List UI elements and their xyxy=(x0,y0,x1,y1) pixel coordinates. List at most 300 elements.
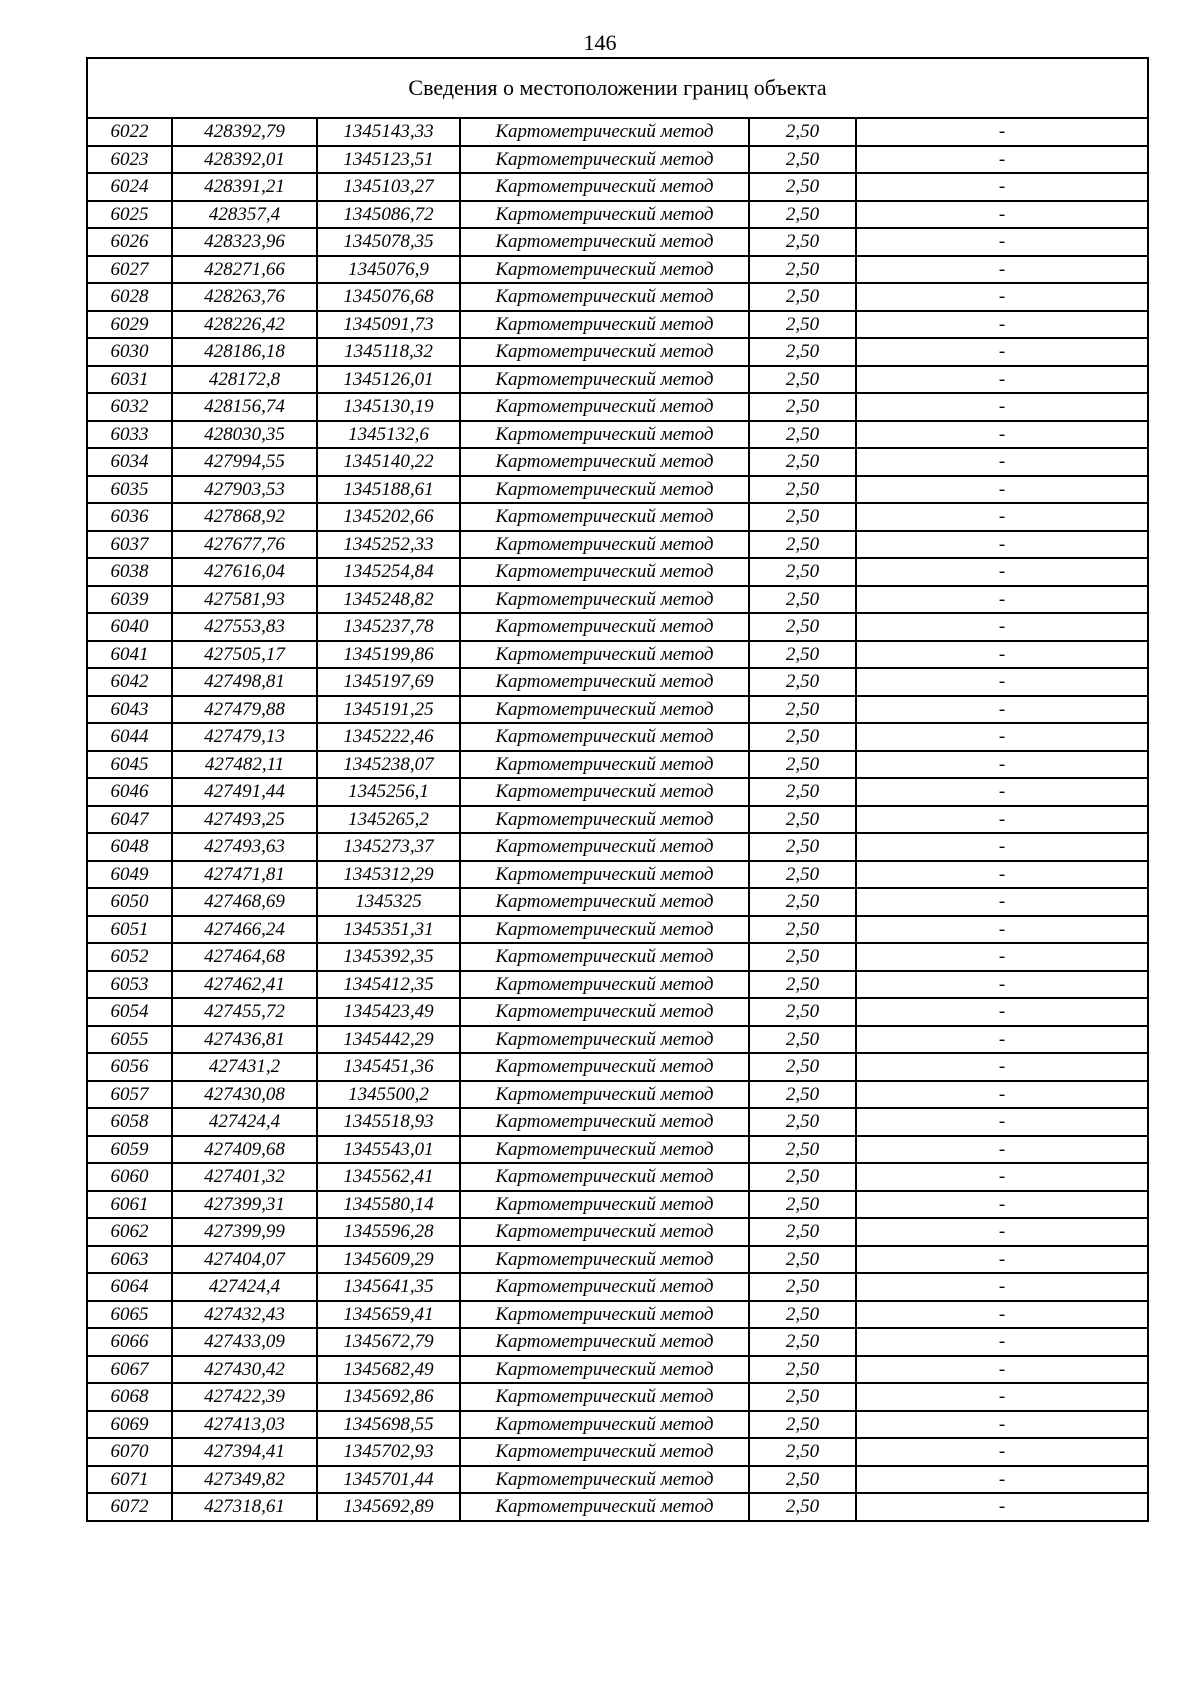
y-coordinate-cell: 1345130,19 xyxy=(317,393,460,421)
accuracy-cell: 2,50 xyxy=(749,1411,856,1439)
y-coordinate-cell: 1345202,66 xyxy=(317,503,460,531)
y-coordinate-cell: 1345701,44 xyxy=(317,1466,460,1494)
table-row xyxy=(87,1136,1148,1164)
x-coordinate-cell: 427498,81 xyxy=(172,668,317,696)
point-number-cell: 6047 xyxy=(87,806,172,834)
x-coordinate-cell: 428172,8 xyxy=(172,366,317,394)
point-number-cell: 6031 xyxy=(87,366,172,394)
y-coordinate-cell: 1345442,29 xyxy=(317,1026,460,1054)
y-coordinate-cell: 1345237,78 xyxy=(317,613,460,641)
table-row xyxy=(87,751,1148,779)
accuracy-cell: 2,50 xyxy=(749,118,856,146)
point-number-cell: 6068 xyxy=(87,1383,172,1411)
accuracy-cell: 2,50 xyxy=(749,1053,856,1081)
description-cell: - xyxy=(856,1383,1148,1411)
point-number-cell: 6064 xyxy=(87,1273,172,1301)
description-cell: - xyxy=(856,448,1148,476)
description-cell: - xyxy=(856,806,1148,834)
method-cell: Картометрический метод xyxy=(460,1026,749,1054)
method-cell: Картометрический метод xyxy=(460,1218,749,1246)
x-coordinate-cell: 427413,03 xyxy=(172,1411,317,1439)
x-coordinate-cell: 427553,83 xyxy=(172,613,317,641)
method-cell: Картометрический метод xyxy=(460,283,749,311)
y-coordinate-cell: 1345222,46 xyxy=(317,723,460,751)
x-coordinate-cell: 428263,76 xyxy=(172,283,317,311)
point-number-cell: 6065 xyxy=(87,1301,172,1329)
method-cell: Картометрический метод xyxy=(460,1163,749,1191)
point-number-cell: 6060 xyxy=(87,1163,172,1191)
method-cell: Картометрический метод xyxy=(460,833,749,861)
method-cell: Картометрический метод xyxy=(460,1466,749,1494)
method-cell: Картометрический метод xyxy=(460,201,749,229)
table-row xyxy=(87,778,1148,806)
y-coordinate-cell: 1345543,01 xyxy=(317,1136,460,1164)
description-cell: - xyxy=(856,146,1148,174)
y-coordinate-cell: 1345143,33 xyxy=(317,118,460,146)
y-coordinate-cell: 1345140,22 xyxy=(317,448,460,476)
accuracy-cell: 2,50 xyxy=(749,916,856,944)
method-cell: Картометрический метод xyxy=(460,916,749,944)
accuracy-cell: 2,50 xyxy=(749,311,856,339)
point-number-cell: 6072 xyxy=(87,1493,172,1521)
method-cell: Картометрический метод xyxy=(460,971,749,999)
point-number-cell: 6054 xyxy=(87,998,172,1026)
point-number-cell: 6057 xyxy=(87,1081,172,1109)
accuracy-cell: 2,50 xyxy=(749,1383,856,1411)
accuracy-cell: 2,50 xyxy=(749,1438,856,1466)
x-coordinate-cell: 427430,42 xyxy=(172,1356,317,1384)
description-cell: - xyxy=(856,1191,1148,1219)
x-coordinate-cell: 427616,04 xyxy=(172,558,317,586)
table-row xyxy=(87,1026,1148,1054)
accuracy-cell: 2,50 xyxy=(749,833,856,861)
accuracy-cell: 2,50 xyxy=(749,338,856,366)
description-cell: - xyxy=(856,696,1148,724)
description-cell: - xyxy=(856,173,1148,201)
x-coordinate-cell: 427318,61 xyxy=(172,1493,317,1521)
accuracy-cell: 2,50 xyxy=(749,393,856,421)
accuracy-cell: 2,50 xyxy=(749,283,856,311)
point-number-cell: 6066 xyxy=(87,1328,172,1356)
boundary-coordinates-table xyxy=(86,57,1149,1522)
table-row xyxy=(87,1163,1148,1191)
accuracy-cell: 2,50 xyxy=(749,806,856,834)
point-number-cell: 6069 xyxy=(87,1411,172,1439)
table-row xyxy=(87,1383,1148,1411)
point-number-cell: 6063 xyxy=(87,1246,172,1274)
y-coordinate-cell: 1345188,61 xyxy=(317,476,460,504)
x-coordinate-cell: 427482,11 xyxy=(172,751,317,779)
accuracy-cell: 2,50 xyxy=(749,1273,856,1301)
accuracy-cell: 2,50 xyxy=(749,971,856,999)
table-row xyxy=(87,1273,1148,1301)
method-cell: Картометрический метод xyxy=(460,723,749,751)
x-coordinate-cell: 427422,39 xyxy=(172,1383,317,1411)
y-coordinate-cell: 1345191,25 xyxy=(317,696,460,724)
method-cell: Картометрический метод xyxy=(460,1356,749,1384)
method-cell: Картометрический метод xyxy=(460,531,749,559)
description-cell: - xyxy=(856,1136,1148,1164)
point-number-cell: 6058 xyxy=(87,1108,172,1136)
accuracy-cell: 2,50 xyxy=(749,696,856,724)
point-number-cell: 6039 xyxy=(87,586,172,614)
x-coordinate-cell: 427399,99 xyxy=(172,1218,317,1246)
accuracy-cell: 2,50 xyxy=(749,613,856,641)
x-coordinate-cell: 427431,2 xyxy=(172,1053,317,1081)
point-number-cell: 6051 xyxy=(87,916,172,944)
point-number-cell: 6035 xyxy=(87,476,172,504)
x-coordinate-cell: 428323,96 xyxy=(172,228,317,256)
y-coordinate-cell: 1345265,2 xyxy=(317,806,460,834)
table-row xyxy=(87,1328,1148,1356)
accuracy-cell: 2,50 xyxy=(749,476,856,504)
method-cell: Картометрический метод xyxy=(460,366,749,394)
table-row xyxy=(87,613,1148,641)
y-coordinate-cell: 1345078,35 xyxy=(317,228,460,256)
accuracy-cell: 2,50 xyxy=(749,751,856,779)
method-cell: Картометрический метод xyxy=(460,888,749,916)
x-coordinate-cell: 427491,44 xyxy=(172,778,317,806)
x-coordinate-cell: 427994,55 xyxy=(172,448,317,476)
method-cell: Картометрический метод xyxy=(460,1383,749,1411)
method-cell: Картометрический метод xyxy=(460,448,749,476)
method-cell: Картометрический метод xyxy=(460,476,749,504)
description-cell: - xyxy=(856,916,1148,944)
accuracy-cell: 2,50 xyxy=(749,1246,856,1274)
table-row xyxy=(87,1466,1148,1494)
method-cell: Картометрический метод xyxy=(460,613,749,641)
table-row xyxy=(87,1191,1148,1219)
method-cell: Картометрический метод xyxy=(460,393,749,421)
accuracy-cell: 2,50 xyxy=(749,366,856,394)
table-row xyxy=(87,696,1148,724)
table-row xyxy=(87,723,1148,751)
description-cell: - xyxy=(856,228,1148,256)
x-coordinate-cell: 427479,13 xyxy=(172,723,317,751)
description-cell: - xyxy=(856,613,1148,641)
description-cell: - xyxy=(856,311,1148,339)
x-coordinate-cell: 427471,81 xyxy=(172,861,317,889)
y-coordinate-cell: 1345518,93 xyxy=(317,1108,460,1136)
accuracy-cell: 2,50 xyxy=(749,531,856,559)
table-row xyxy=(87,421,1148,449)
x-coordinate-cell: 427436,81 xyxy=(172,1026,317,1054)
description-cell: - xyxy=(856,586,1148,614)
accuracy-cell: 2,50 xyxy=(749,228,856,256)
x-coordinate-cell: 427424,4 xyxy=(172,1108,317,1136)
description-cell: - xyxy=(856,366,1148,394)
table-row xyxy=(87,806,1148,834)
y-coordinate-cell: 1345423,49 xyxy=(317,998,460,1026)
point-number-cell: 6046 xyxy=(87,778,172,806)
y-coordinate-cell: 1345312,29 xyxy=(317,861,460,889)
y-coordinate-cell: 1345076,68 xyxy=(317,283,460,311)
method-cell: Картометрический метод xyxy=(460,943,749,971)
method-cell: Картометрический метод xyxy=(460,696,749,724)
table-row xyxy=(87,1356,1148,1384)
description-cell: - xyxy=(856,1246,1148,1274)
method-cell: Картометрический метод xyxy=(460,1108,749,1136)
table-row xyxy=(87,1301,1148,1329)
table-row xyxy=(87,1246,1148,1274)
x-coordinate-cell: 427430,08 xyxy=(172,1081,317,1109)
description-cell: - xyxy=(856,201,1148,229)
table-row xyxy=(87,833,1148,861)
table-row xyxy=(87,971,1148,999)
method-cell: Картометрический метод xyxy=(460,1081,749,1109)
table-row xyxy=(87,1493,1148,1521)
x-coordinate-cell: 427468,69 xyxy=(172,888,317,916)
description-cell: - xyxy=(856,476,1148,504)
y-coordinate-cell: 1345609,29 xyxy=(317,1246,460,1274)
accuracy-cell: 2,50 xyxy=(749,888,856,916)
y-coordinate-cell: 1345351,31 xyxy=(317,916,460,944)
description-cell: - xyxy=(856,503,1148,531)
y-coordinate-cell: 1345641,35 xyxy=(317,1273,460,1301)
y-coordinate-cell: 1345682,49 xyxy=(317,1356,460,1384)
x-coordinate-cell: 427404,07 xyxy=(172,1246,317,1274)
y-coordinate-cell: 1345562,41 xyxy=(317,1163,460,1191)
method-cell: Картометрический метод xyxy=(460,173,749,201)
point-number-cell: 6023 xyxy=(87,146,172,174)
accuracy-cell: 2,50 xyxy=(749,1356,856,1384)
accuracy-cell: 2,50 xyxy=(749,778,856,806)
accuracy-cell: 2,50 xyxy=(749,421,856,449)
accuracy-cell: 2,50 xyxy=(749,723,856,751)
y-coordinate-cell: 1345412,35 xyxy=(317,971,460,999)
table-row xyxy=(87,998,1148,1026)
description-cell: - xyxy=(856,421,1148,449)
table-row xyxy=(87,448,1148,476)
accuracy-cell: 2,50 xyxy=(749,256,856,284)
point-number-cell: 6041 xyxy=(87,641,172,669)
description-cell: - xyxy=(856,861,1148,889)
y-coordinate-cell: 1345273,37 xyxy=(317,833,460,861)
method-cell: Картометрический метод xyxy=(460,1438,749,1466)
table-row xyxy=(87,916,1148,944)
x-coordinate-cell: 427399,31 xyxy=(172,1191,317,1219)
description-cell: - xyxy=(856,998,1148,1026)
description-cell: - xyxy=(856,1493,1148,1521)
description-cell: - xyxy=(856,338,1148,366)
method-cell: Картометрический метод xyxy=(460,1273,749,1301)
description-cell: - xyxy=(856,833,1148,861)
description-cell: - xyxy=(856,1026,1148,1054)
y-coordinate-cell: 1345248,82 xyxy=(317,586,460,614)
description-cell: - xyxy=(856,971,1148,999)
method-cell: Картометрический метод xyxy=(460,228,749,256)
accuracy-cell: 2,50 xyxy=(749,1026,856,1054)
table-row xyxy=(87,861,1148,889)
x-coordinate-cell: 427479,88 xyxy=(172,696,317,724)
point-number-cell: 6061 xyxy=(87,1191,172,1219)
accuracy-cell: 2,50 xyxy=(749,1493,856,1521)
point-number-cell: 6036 xyxy=(87,503,172,531)
accuracy-cell: 2,50 xyxy=(749,1218,856,1246)
x-coordinate-cell: 428226,42 xyxy=(172,311,317,339)
y-coordinate-cell: 1345580,14 xyxy=(317,1191,460,1219)
accuracy-cell: 2,50 xyxy=(749,201,856,229)
point-number-cell: 6050 xyxy=(87,888,172,916)
y-coordinate-cell: 1345256,1 xyxy=(317,778,460,806)
table-row xyxy=(87,256,1148,284)
table-row xyxy=(87,558,1148,586)
accuracy-cell: 2,50 xyxy=(749,503,856,531)
point-number-cell: 6043 xyxy=(87,696,172,724)
x-coordinate-cell: 427424,4 xyxy=(172,1273,317,1301)
method-cell: Картометрический метод xyxy=(460,998,749,1026)
y-coordinate-cell: 1345091,73 xyxy=(317,311,460,339)
method-cell: Картометрический метод xyxy=(460,311,749,339)
point-number-cell: 6071 xyxy=(87,1466,172,1494)
description-cell: - xyxy=(856,751,1148,779)
table-title: Сведения о местоположении границ объекта xyxy=(87,58,1148,118)
point-number-cell: 6055 xyxy=(87,1026,172,1054)
description-cell: - xyxy=(856,1163,1148,1191)
table-row xyxy=(87,366,1148,394)
description-cell: - xyxy=(856,1053,1148,1081)
description-cell: - xyxy=(856,641,1148,669)
y-coordinate-cell: 1345451,36 xyxy=(317,1053,460,1081)
description-cell: - xyxy=(856,668,1148,696)
accuracy-cell: 2,50 xyxy=(749,1328,856,1356)
method-cell: Картометрический метод xyxy=(460,558,749,586)
page-number: 146 xyxy=(583,30,617,55)
method-cell: Картометрический метод xyxy=(460,421,749,449)
table-row xyxy=(87,1053,1148,1081)
y-coordinate-cell: 1345086,72 xyxy=(317,201,460,229)
point-number-cell: 6040 xyxy=(87,613,172,641)
method-cell: Картометрический метод xyxy=(460,338,749,366)
y-coordinate-cell: 1345238,07 xyxy=(317,751,460,779)
table-row xyxy=(87,668,1148,696)
y-coordinate-cell: 1345123,51 xyxy=(317,146,460,174)
accuracy-cell: 2,50 xyxy=(749,1191,856,1219)
y-coordinate-cell: 1345596,28 xyxy=(317,1218,460,1246)
accuracy-cell: 2,50 xyxy=(749,586,856,614)
table-title-row xyxy=(87,58,1148,118)
method-cell: Картометрический метод xyxy=(460,806,749,834)
point-number-cell: 6045 xyxy=(87,751,172,779)
x-coordinate-cell: 427394,41 xyxy=(172,1438,317,1466)
y-coordinate-cell: 1345692,86 xyxy=(317,1383,460,1411)
x-coordinate-cell: 427903,53 xyxy=(172,476,317,504)
x-coordinate-cell: 428030,35 xyxy=(172,421,317,449)
accuracy-cell: 2,50 xyxy=(749,448,856,476)
table-row xyxy=(87,146,1148,174)
y-coordinate-cell: 1345254,84 xyxy=(317,558,460,586)
point-number-cell: 6067 xyxy=(87,1356,172,1384)
description-cell: - xyxy=(856,1411,1148,1439)
point-number-cell: 6070 xyxy=(87,1438,172,1466)
point-number-cell: 6028 xyxy=(87,283,172,311)
point-number-cell: 6059 xyxy=(87,1136,172,1164)
method-cell: Картометрический метод xyxy=(460,1053,749,1081)
point-number-cell: 6026 xyxy=(87,228,172,256)
table-row xyxy=(87,1081,1148,1109)
method-cell: Картометрический метод xyxy=(460,118,749,146)
accuracy-cell: 2,50 xyxy=(749,146,856,174)
table-row xyxy=(87,641,1148,669)
y-coordinate-cell: 1345199,86 xyxy=(317,641,460,669)
table-row xyxy=(87,228,1148,256)
description-cell: - xyxy=(856,1301,1148,1329)
description-cell: - xyxy=(856,723,1148,751)
y-coordinate-cell: 1345500,2 xyxy=(317,1081,460,1109)
x-coordinate-cell: 427455,72 xyxy=(172,998,317,1026)
description-cell: - xyxy=(856,1438,1148,1466)
accuracy-cell: 2,50 xyxy=(749,1136,856,1164)
method-cell: Картометрический метод xyxy=(460,861,749,889)
y-coordinate-cell: 1345076,9 xyxy=(317,256,460,284)
y-coordinate-cell: 1345252,33 xyxy=(317,531,460,559)
table-row xyxy=(87,118,1148,146)
description-cell: - xyxy=(856,1081,1148,1109)
description-cell: - xyxy=(856,888,1148,916)
y-coordinate-cell: 1345672,79 xyxy=(317,1328,460,1356)
x-coordinate-cell: 428391,21 xyxy=(172,173,317,201)
x-coordinate-cell: 427505,17 xyxy=(172,641,317,669)
x-coordinate-cell: 428357,4 xyxy=(172,201,317,229)
x-coordinate-cell: 427401,32 xyxy=(172,1163,317,1191)
point-number-cell: 6056 xyxy=(87,1053,172,1081)
table-body xyxy=(87,58,1148,1521)
table-row xyxy=(87,338,1148,366)
point-number-cell: 6033 xyxy=(87,421,172,449)
table-row xyxy=(87,586,1148,614)
point-number-cell: 6037 xyxy=(87,531,172,559)
method-cell: Картометрический метод xyxy=(460,1191,749,1219)
point-number-cell: 6027 xyxy=(87,256,172,284)
table-row xyxy=(87,503,1148,531)
method-cell: Картометрический метод xyxy=(460,586,749,614)
x-coordinate-cell: 428271,66 xyxy=(172,256,317,284)
x-coordinate-cell: 427493,63 xyxy=(172,833,317,861)
description-cell: - xyxy=(856,778,1148,806)
accuracy-cell: 2,50 xyxy=(749,1163,856,1191)
y-coordinate-cell: 1345126,01 xyxy=(317,366,460,394)
point-number-cell: 6053 xyxy=(87,971,172,999)
table-row xyxy=(87,283,1148,311)
description-cell: - xyxy=(856,558,1148,586)
description-cell: - xyxy=(856,256,1148,284)
x-coordinate-cell: 427493,25 xyxy=(172,806,317,834)
x-coordinate-cell: 427464,68 xyxy=(172,943,317,971)
y-coordinate-cell: 1345702,93 xyxy=(317,1438,460,1466)
accuracy-cell: 2,50 xyxy=(749,1301,856,1329)
accuracy-cell: 2,50 xyxy=(749,1466,856,1494)
method-cell: Картометрический метод xyxy=(460,1493,749,1521)
method-cell: Картометрический метод xyxy=(460,256,749,284)
method-cell: Картометрический метод xyxy=(460,1328,749,1356)
description-cell: - xyxy=(856,1356,1148,1384)
table-row xyxy=(87,1218,1148,1246)
y-coordinate-cell: 1345197,69 xyxy=(317,668,460,696)
table-row xyxy=(87,201,1148,229)
description-cell: - xyxy=(856,1218,1148,1246)
accuracy-cell: 2,50 xyxy=(749,558,856,586)
method-cell: Картометрический метод xyxy=(460,1136,749,1164)
accuracy-cell: 2,50 xyxy=(749,943,856,971)
point-number-cell: 6025 xyxy=(87,201,172,229)
x-coordinate-cell: 427432,43 xyxy=(172,1301,317,1329)
accuracy-cell: 2,50 xyxy=(749,861,856,889)
y-coordinate-cell: 1345659,41 xyxy=(317,1301,460,1329)
table-row xyxy=(87,888,1148,916)
point-number-cell: 6049 xyxy=(87,861,172,889)
accuracy-cell: 2,50 xyxy=(749,173,856,201)
accuracy-cell: 2,50 xyxy=(749,1081,856,1109)
